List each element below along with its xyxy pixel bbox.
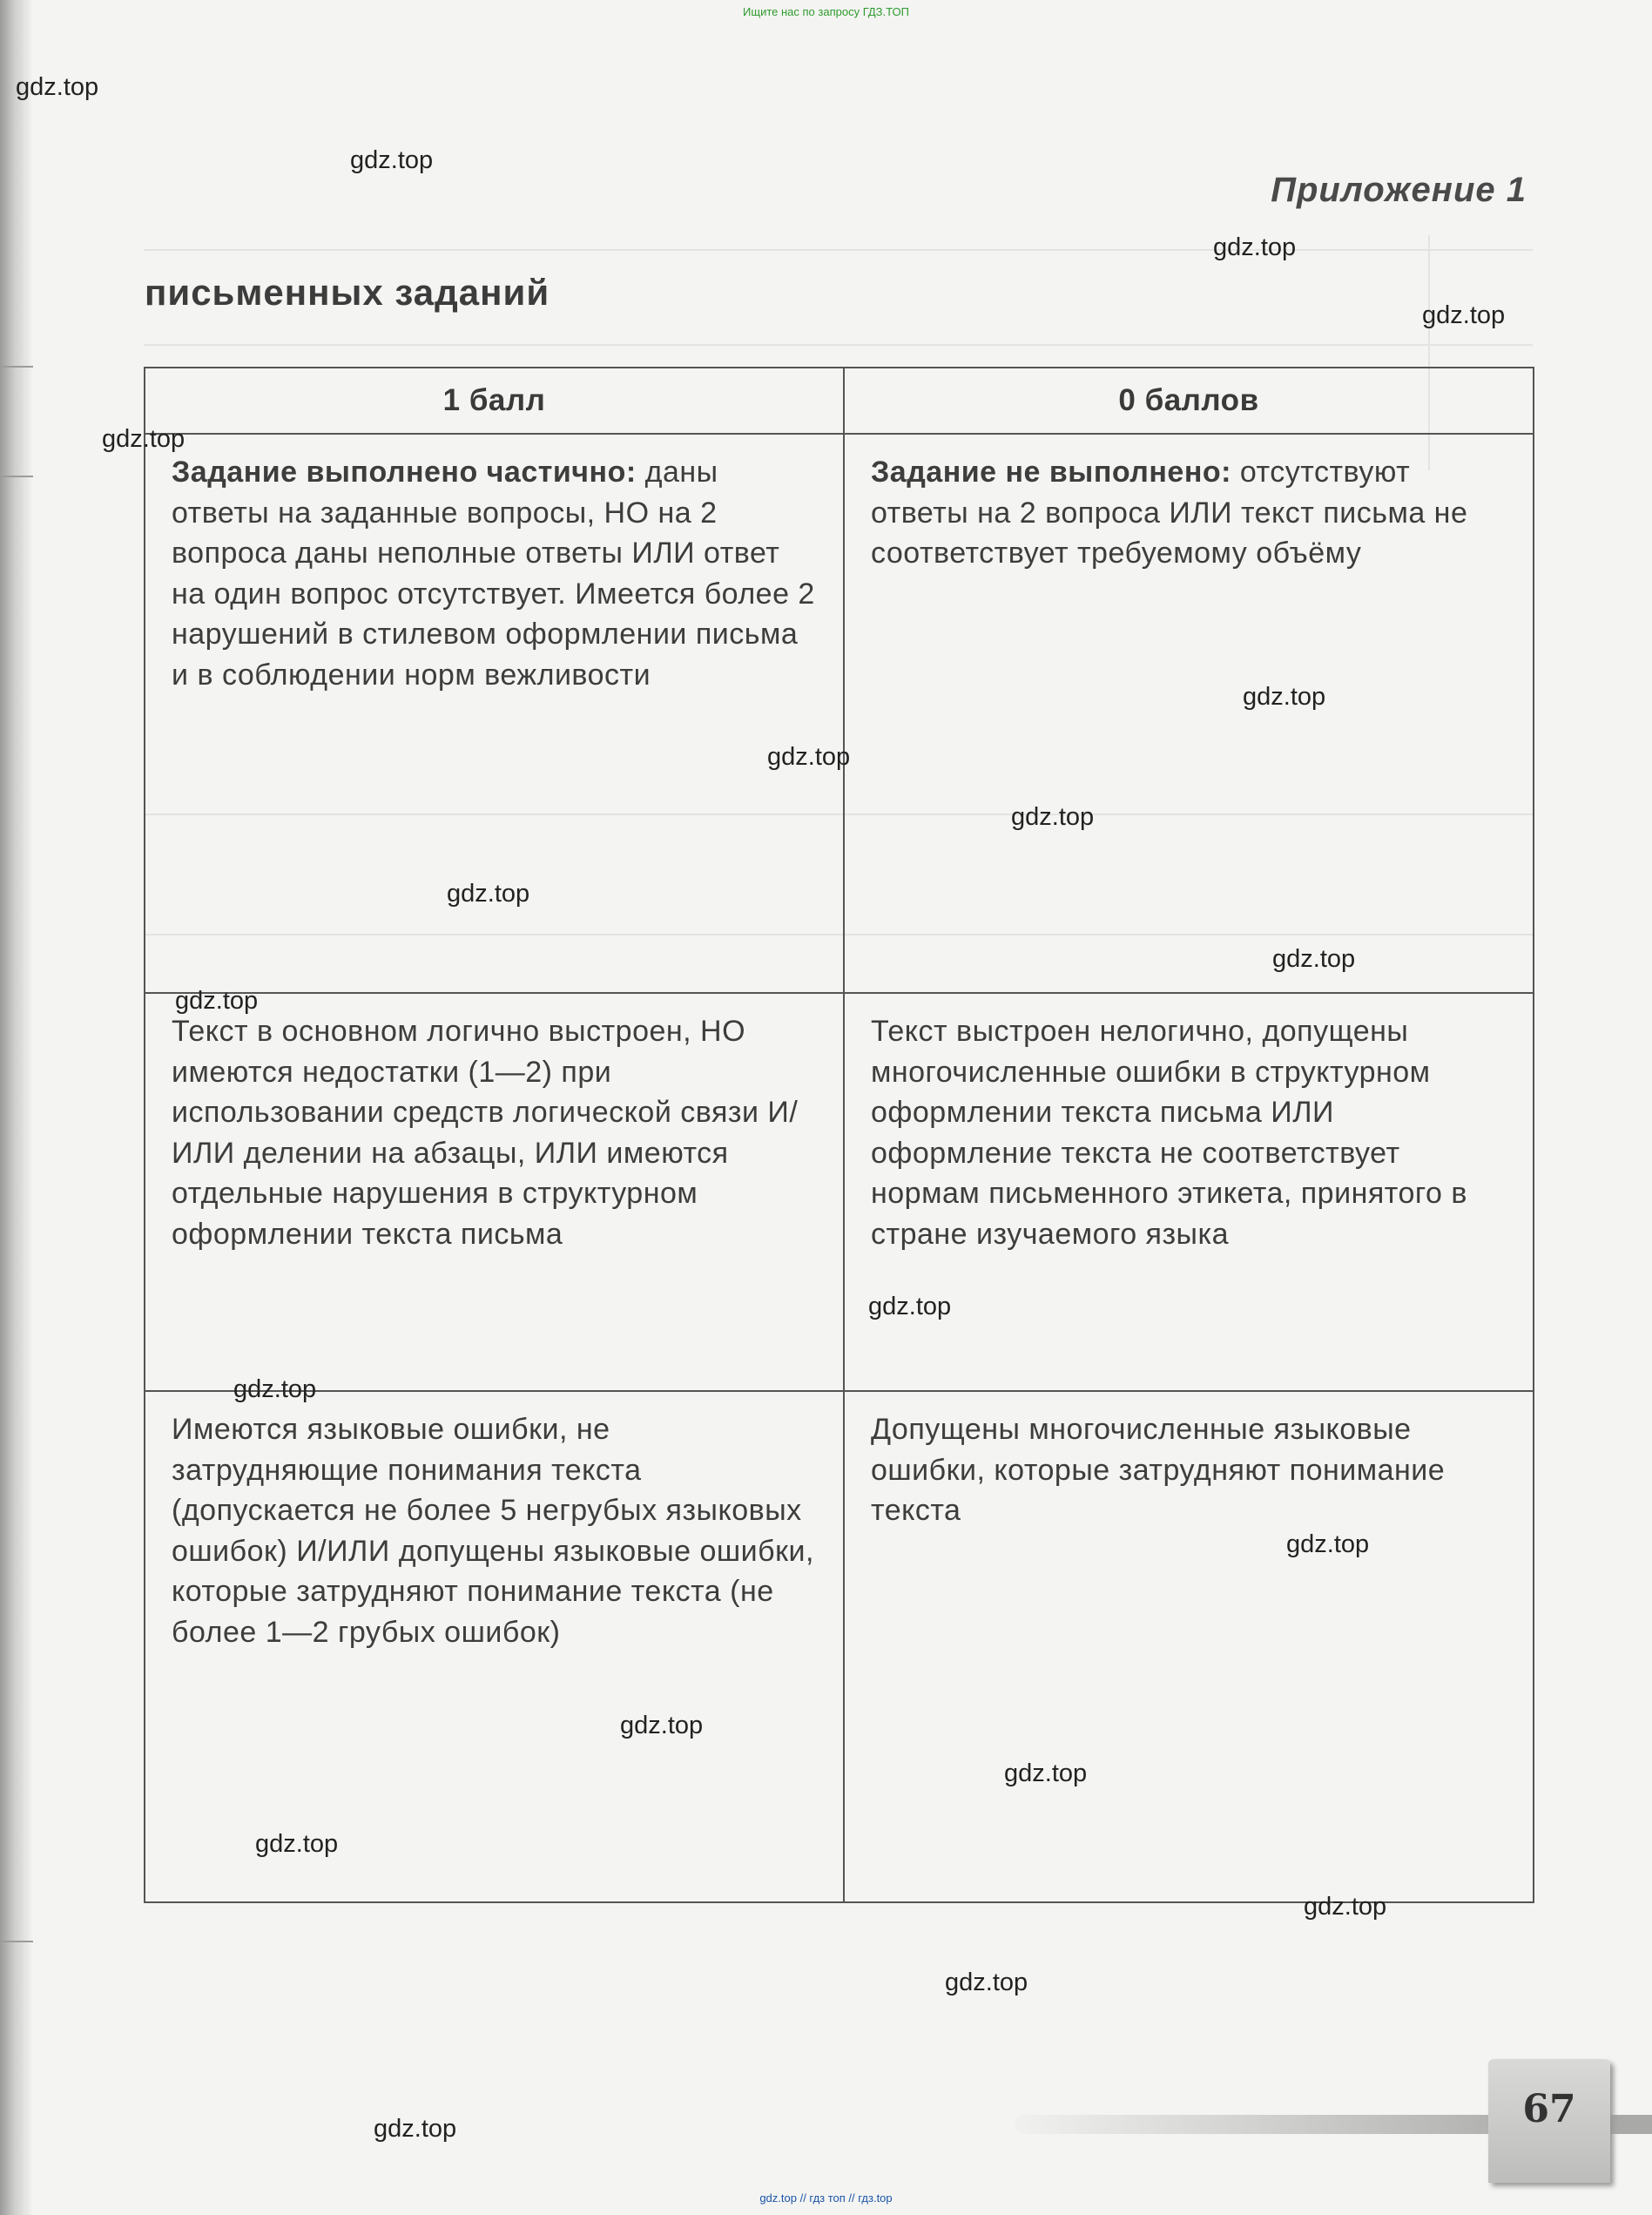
bleed-through-line [144, 249, 1533, 251]
watermark[interactable]: gdz.top [16, 73, 99, 101]
table-row [145, 434, 1534, 993]
column-header-zero-points: 0 баллов [844, 368, 1534, 434]
watermark[interactable]: gdz.top [102, 425, 185, 453]
table-row [145, 1391, 1534, 1902]
column-header-one-point: 1 балл [145, 368, 844, 434]
watermark[interactable]: gdz.top [1422, 301, 1506, 329]
cell-text: Текст в основном логично выстроен, НО имеются недостатки (1—2) при использовании средств логической связи И/ИЛИ делении на абзацы, ИЛИ имеются отдельные нарушения в структурном оформлении текста письма [172, 1015, 799, 1251]
watermark[interactable]: gdz.top [175, 987, 259, 1015]
watermark[interactable]: gdz.top [1286, 1530, 1370, 1558]
watermark[interactable]: gdz.top [350, 146, 434, 174]
margin-tick [0, 476, 33, 477]
cell-text: Допущены многочисленные языковые ошибки, которые затрудняют понимание текста [871, 1413, 1446, 1528]
one-point-cell [145, 1391, 844, 1902]
watermark[interactable]: gdz.top [868, 1293, 952, 1320]
top-banner[interactable]: Ищите нас по запросу ГДЗ.ТОП [743, 5, 909, 18]
cell-text: отсутствуют ответы на 2 вопроса ИЛИ текст письма не соответствует требуемому объёму [871, 456, 1468, 571]
table-header-row [145, 368, 1534, 434]
zero-points-cell [844, 434, 1534, 993]
appendix-title: Приложение 1 [1271, 171, 1527, 209]
footer-bar [1015, 2115, 1488, 2134]
watermark[interactable]: gdz.top [447, 880, 530, 908]
watermark[interactable]: gdz.top [1011, 803, 1095, 831]
zero-points-cell [844, 993, 1534, 1391]
footer-bar-end [1610, 2115, 1652, 2134]
watermark[interactable]: gdz.top [1004, 1759, 1088, 1787]
section-title: письменных заданий [145, 272, 550, 313]
watermark[interactable]: gdz.top [767, 743, 851, 771]
bleed-through-line [144, 344, 1533, 346]
margin-tick [0, 1941, 33, 1942]
watermark[interactable]: gdz.top [1272, 945, 1356, 973]
zero-points-cell [844, 1391, 1534, 1902]
page-number: 67 [1522, 2087, 1576, 2131]
one-point-cell [145, 434, 844, 993]
bottom-banner[interactable]: gdz.top // гдз топ // гдз.top [759, 2191, 893, 2205]
cell-lead: Задание выполнено частично: [172, 456, 637, 489]
criteria-table [144, 367, 1534, 1903]
one-point-cell [145, 993, 844, 1391]
watermark[interactable]: gdz.top [374, 2115, 457, 2143]
table-row [145, 993, 1534, 1391]
watermark[interactable]: gdz.top [945, 1969, 1028, 1996]
cell-text: даны ответы на заданные вопросы, НО на 2 вопроса даны неполные ответы ИЛИ ответ на один вопрос отсутствует. Имеется более 2 нарушений в стилевом оформлении письма и в соблюдении норм вежливости [172, 456, 815, 692]
watermark[interactable]: gdz.top [620, 1712, 704, 1739]
watermark[interactable]: gdz.top [1243, 683, 1326, 711]
page-edge-shadow [0, 0, 33, 2215]
cell-text: Имеются языковые ошибки, не затрудняющие понимания текста (допускается не более 5 негрубых языковых ошибок) И/ИЛИ допущены языковые ошибки, которые затрудняют понимание текста (не более 1—2 грубых ошибок) [172, 1413, 814, 1649]
watermark[interactable]: gdz.top [1213, 233, 1297, 261]
cell-lead: Задание не выполнено: [871, 456, 1231, 489]
watermark[interactable]: gdz.top [1304, 1893, 1387, 1921]
cell-text: Текст выстроен нелогично, допущены многочисленные ошибки в структурном оформлении текста письма ИЛИ оформление текста не соответствует нормам письменного этикета, принятого в стране изучаемого языка [871, 1015, 1467, 1251]
watermark[interactable]: gdz.top [255, 1830, 339, 1858]
watermark[interactable]: gdz.top [233, 1375, 317, 1403]
margin-tick [0, 366, 33, 368]
